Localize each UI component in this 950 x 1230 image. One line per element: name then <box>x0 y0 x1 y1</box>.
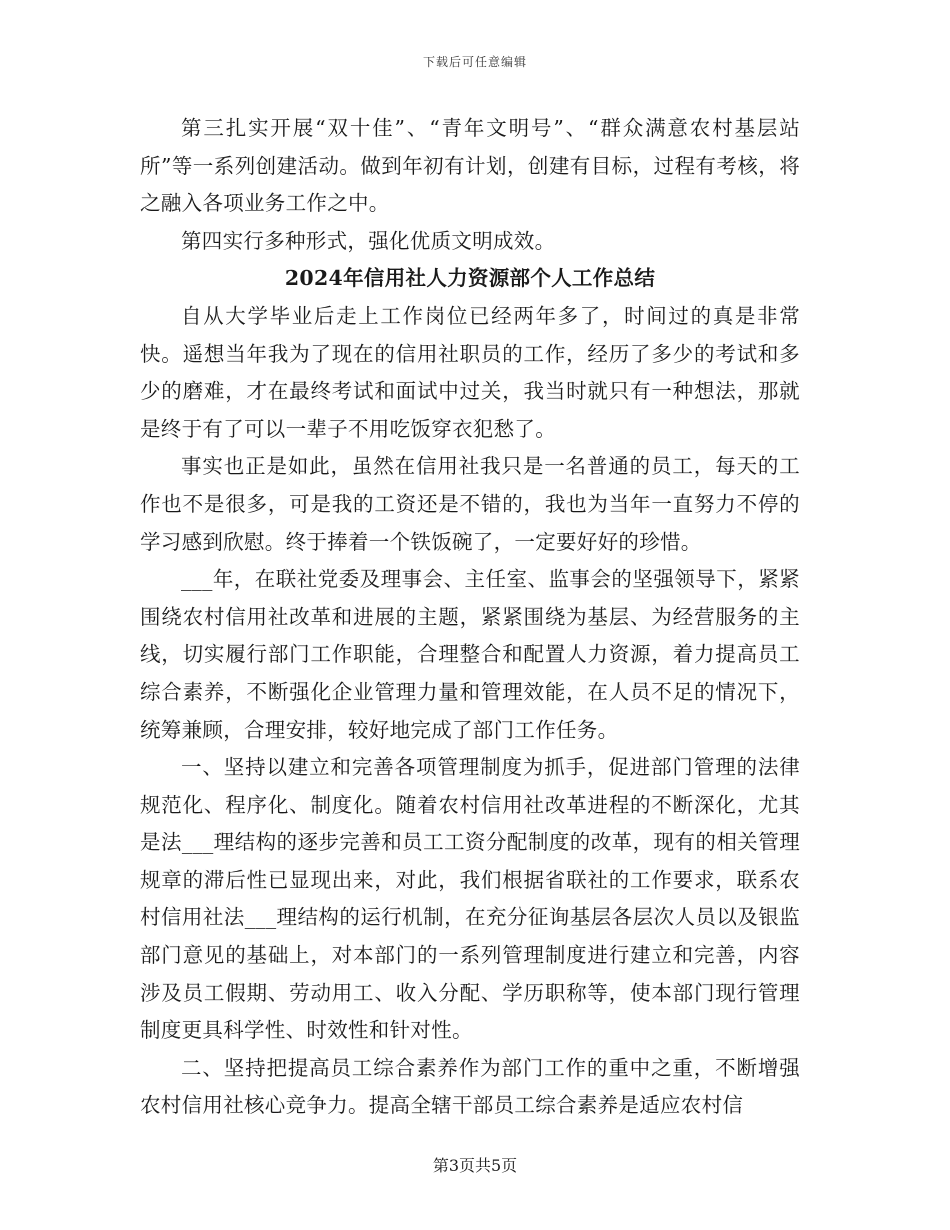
document-body <box>140 110 800 1125</box>
paragraph: ___年，在联社党委及理事会、主任室、监事会的坚强领导下，紧紧围绕农村信用社改革和进展的主题，紧紧围绕为基层、为经营服务的主线，切实履行部门工作职能，合理整合和配置人力资源，着力提高员工综合素养，不断强化企业管理力量和管理效能，在人员不足的情况下，统筹兼顾，合理安排，较好地完成了部门工作任务。 <box>140 567 800 742</box>
paragraph: 一、坚持以建立和完善各项管理制度为抓手，促进部门管理的法律规范化、程序化、制度化。随着农村信用社改革进程的不断深化，尤其是法___理结构的逐步完善和员工工资分配制度的改革，现有的相关管理规章的滞后性已显现出来，对此，我们根据省联社的工作要求，联系农村信用社法___理结构的运行机制，在充分征询基层各层次人员以及银监部门意见的基础上，对本部门的一系列管理制度进行建立和完善，内容涉及员工假期、劳动用工、收入分配、学历职称等，使本部门现行管理制度更具科学性、时效性和针对性。 <box>140 755 800 1043</box>
paragraph: 二、坚持把提高员工综合素养作为部门工作的重中之重，不断增强农村信用社核心竞争力。提高全辖干部员工综合素养是适应农村信 <box>140 1055 800 1118</box>
page-header-note: 下载后可任意编辑 <box>422 55 527 69</box>
section-title: 2024年信用社人力资源部个人工作总结 <box>284 266 656 291</box>
paragraph: 自从大学毕业后走上工作岗位已经两年多了，时间过的真是非常快。遥想当年我为了现在的信用社职员的工作，经历了多少的考试和多少的磨难，才在最终考试和面试中过关，我当时就只有一种想法，那就是终于有了可以一辈子不用吃饭穿衣犯愁了。 <box>140 303 800 441</box>
page-number-footer: 第3页共5页 <box>432 1156 518 1175</box>
paragraph: 第三扎实开展“双十佳”、“青年文明号”、“群众满意农村基层站所”等一系列创建活动。做到年初有计划，创建有目标，过程有考核，将之融入各项业务工作之中。 <box>140 116 800 216</box>
paragraph: 事实也正是如此，虽然在信用社我只是一名普通的员工，每天的工作也不是很多，可是我的工资还是不错的，我也为当年一直努力不停的学习感到欣慰。终于捧着一个铁饭碗了，一定要好好的珍惜。 <box>140 454 800 554</box>
paragraph: 第四实行多种形式，强化优质文明成效。 <box>181 228 556 253</box>
